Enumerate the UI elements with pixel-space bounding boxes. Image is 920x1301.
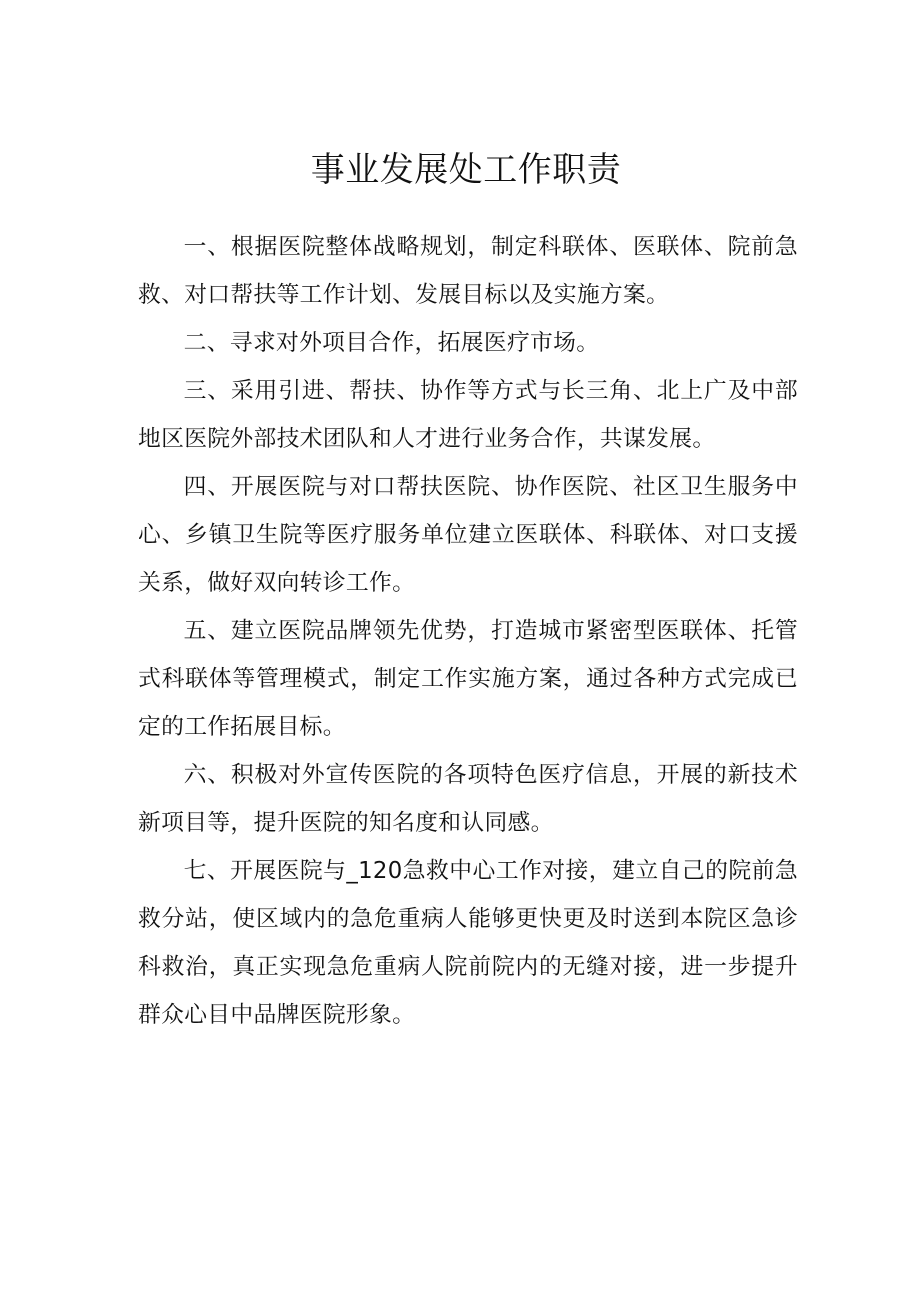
duty-item-7: 七、开展医院与_120急救中心工作对接，建立自己的院前急救分站，使区域内的急危重病人能够更快更及时送到本院区急诊科救治，真正实现急危重病人院前院内的无缝对接，进一步提升群众心目中品牌医院形象。 xyxy=(138,858,798,1028)
duty-item-1: 一、根据医院整体战略规划，制定科联体、医联体、院前急救、对口帮扶等工作计划、发展目标以及实施方案。 xyxy=(138,234,798,308)
duty-item-4: 四、开展医院与对口帮扶医院、协作医院、社区卫生服务中心、乡镇卫生院等医疗服务单位建立医联体、科联体、对口支援关系，做好双向转诊工作。 xyxy=(138,474,798,596)
duty-item-6: 六、积极对外宣传医院的各项特色医疗信息，开展的新技术新项目等，提升医院的知名度和认同感。 xyxy=(138,762,798,836)
duty-item-2: 二、寻求对外项目合作，拓展医疗市场。 xyxy=(183,330,600,356)
duty-item-5: 五、建立医院品牌领先优势，打造城市紧密型医联体、托管式科联体等管理模式，制定工作实施方案，通过各种方式完成已定的工作拓展目标。 xyxy=(138,618,798,740)
document-body xyxy=(138,223,798,1039)
document-title: 事业发展处工作职责 xyxy=(310,150,622,190)
duty-item-3: 三、采用引进、帮扶、协作等方式与长三角、北上广及中部地区医院外部技术团队和人才进行业务合作，共谋发展。 xyxy=(138,378,798,452)
